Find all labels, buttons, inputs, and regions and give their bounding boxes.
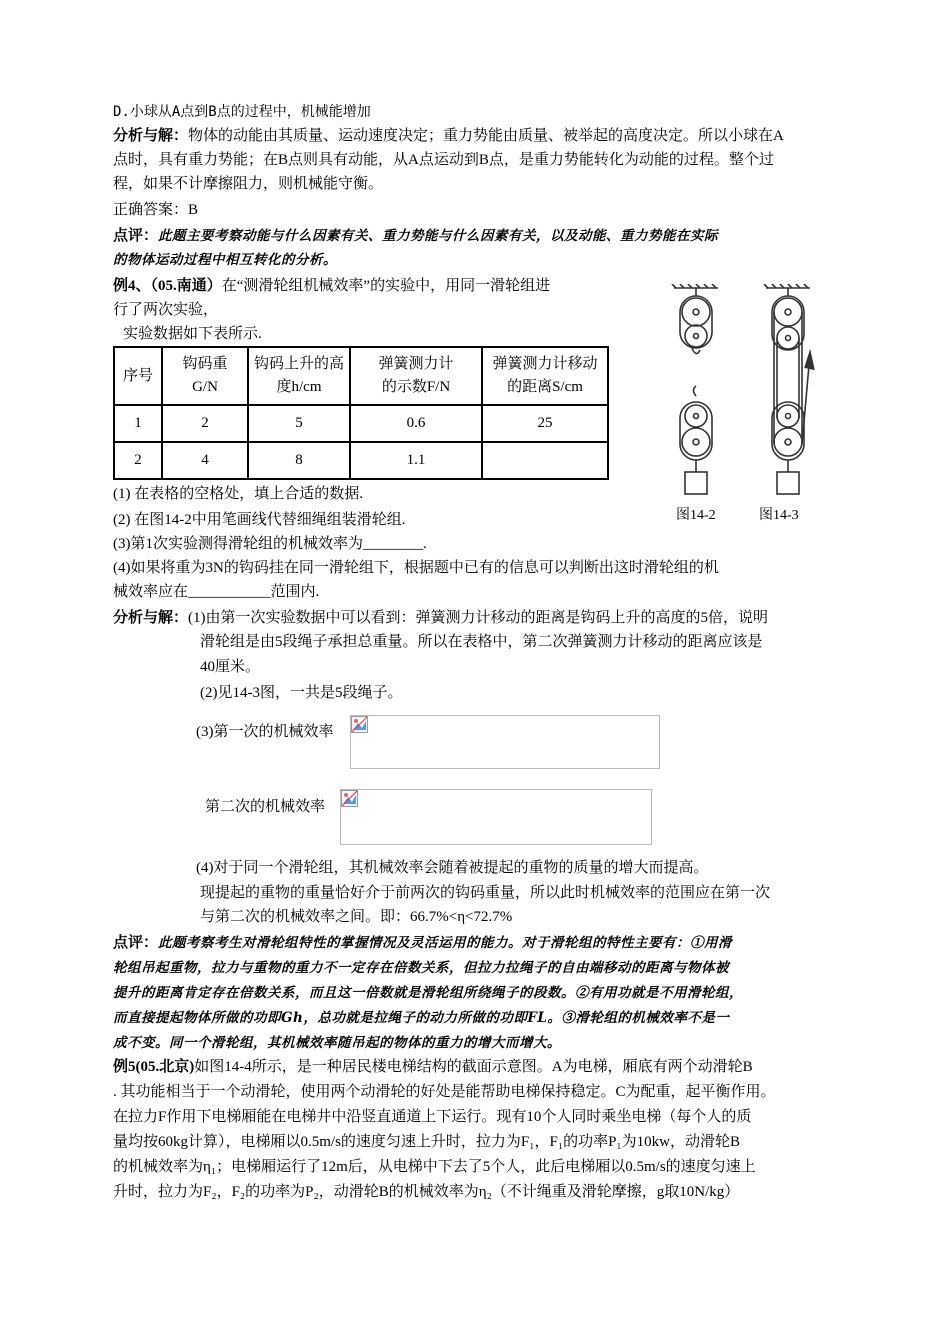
- table-cell: 4: [162, 442, 248, 479]
- table-cell: 2: [162, 405, 248, 442]
- text-line: 成不变。同一个滑轮组，其机械效率随吊起的物体的重力的增大而增大。: [113, 1035, 561, 1051]
- text-line: 正确答案：B: [113, 202, 199, 218]
- text-span: 此题考察考生对滑轮组特性的掌握情况及灵活运用的能力。对于滑轮组的特性主要有：①用滑: [158, 935, 733, 951]
- text-line: [113, 1055, 753, 1079]
- text-line: [113, 124, 784, 148]
- text-line: 与第二次的机械效率之间。即：66.7%<η<72.7%: [200, 909, 513, 925]
- text-line: [113, 606, 768, 630]
- text-line: (4)如果将重为3N的钩码挂在同一滑轮组下，根据题中已有的信息可以判断出这时滑轮组的机: [113, 560, 719, 576]
- text-line: 现提起的重物的重量恰好介于前两次的钩码重量，所以此时机械效率的范围应在第一次: [200, 885, 771, 901]
- text-line: 而直接提起物体所做的功即Gh，总功就是拉绳子的动力所做的功即FL。③滑轮组的机械效率不是一: [113, 1010, 730, 1026]
- text-line: 在拉力F作用下电梯厢能在电梯井中沿竖直通道上下运行。现有10个人同时乘坐电梯（每个人的质: [113, 1109, 752, 1125]
- text-line: . 其功能相当于一个动滑轮，使用两个动滑轮的好处是能帮助电梯保持稳定。C为配重，起平衡作用。: [113, 1084, 776, 1100]
- text-line: 械效率应在___________范围内.: [113, 584, 320, 600]
- table-header-cell: 序号: [114, 347, 162, 405]
- text-span: 物体的动能由其质量、运动速度决定；重力势能由质量、被举起的高度决定。所以小球在A: [188, 128, 784, 144]
- text-span: 此题主要考察动能与什么因素有关、重力势能与什么因素有关，以及动能、重力势能在实际: [158, 228, 719, 244]
- example-title: 例5(05.北京): [113, 1059, 195, 1075]
- text-line: 轮组吊起重物，拉力与重物的重力不一定存在倍数关系，但拉力拉绳子的自由端移动的距离与物体被: [113, 960, 729, 976]
- example-title: 例4、（05.南通）: [113, 278, 222, 294]
- table-row: [114, 405, 608, 442]
- figure-caption: 图14-3: [759, 508, 799, 523]
- table-row: [114, 442, 608, 479]
- text-line: 升时，拉力为F₂，F₂的功率为P₂，动滑轮B的机械效率为η₂（不计绳重及滑轮摩擦，g取10N/kg）: [113, 1184, 740, 1200]
- text-line: [113, 224, 718, 248]
- table-header-cell: 钩码重 G/N: [162, 347, 248, 405]
- table-cell: [482, 442, 608, 479]
- pulley-figure-14-2: [668, 284, 728, 504]
- table-header-cell: 钩码上升的高 度h/cm: [248, 347, 350, 405]
- table-cell: 2: [114, 442, 162, 479]
- text-line: 提升的距离肯定存在倍数关系，而且这一倍数就是滑轮组所绕绳子的段数。②有用功就是不用滑轮组，: [113, 985, 743, 1001]
- text-line: (3)第1次实验测得滑轮组的机械效率为________.: [113, 536, 427, 552]
- table-cell: 25: [482, 405, 608, 442]
- text-span: 在“测滑轮组机械效率”的实验中，用同一滑轮组进: [221, 278, 551, 294]
- table-cell: 0.6: [350, 405, 482, 442]
- text-line: 第二次的机械效率: [205, 799, 326, 815]
- figure-caption: 图14-2: [676, 508, 716, 523]
- text-line: 点时，具有重力势能；在B点则具有动能，从A点运动到B点，是重力势能转化为动能的过程。整个过: [113, 152, 774, 168]
- text-line: 程，如果不计摩擦阻力，则机械能守衡。: [113, 176, 384, 192]
- text-line: D.小球从A点到B点的过程中，机械能增加: [113, 104, 371, 120]
- table-header-row: [114, 347, 608, 405]
- broken-image-icon: [351, 716, 368, 733]
- text-line: [113, 931, 732, 955]
- text-line: 滑轮组是由5段绳子承担总重量。所以在表格中，第二次弹簧测力计移动的距离应该是: [200, 634, 763, 650]
- table-cell: 8: [248, 442, 350, 479]
- text-line: 40厘米。: [200, 659, 261, 675]
- text-line: [113, 274, 550, 298]
- text-line: (2)见14-3图，一共是5段绳子。: [200, 685, 403, 701]
- table-cell: 1: [114, 405, 162, 442]
- formula-image-box: [350, 715, 660, 769]
- data-table: [113, 346, 609, 480]
- broken-image-icon: [341, 790, 358, 807]
- table-header-cell: 弹簧测力计 的示数F/N: [350, 347, 482, 405]
- table-cell: 5: [248, 405, 350, 442]
- text-span: 如图14-4所示，是一种居民楼电梯结构的截面示意图。A为电梯，厢底有两个动滑轮B: [194, 1059, 753, 1075]
- text-line: 量均按60kg计算），电梯厢以0.5m/s的速度匀速上升时，拉力为F₁，F₁的功率P₁为10kw，动滑轮B: [113, 1134, 740, 1150]
- label-comment: 点评：: [113, 228, 159, 244]
- text-line: (1) 在表格的空格处，填上合适的数据.: [113, 486, 363, 502]
- text-span: (1)由第一次实验数据中可以看到：弹簧测力计移动的距离是钩码上升的高度的5倍，说明: [188, 610, 769, 626]
- pulley-figure-14-3: [760, 284, 820, 504]
- text-line: 的机械效率为η₁；电梯厢运行了12m后，从电梯中下去了5个人，此后电梯厢以0.5m/s的速度匀速上: [113, 1159, 756, 1175]
- text-line: (4)对于同一个滑轮组，其机械效率会随着被提起的重物的质量的增大而提高。: [196, 860, 709, 876]
- text-line: (3)第一次的机械效率: [196, 724, 334, 740]
- text-line: 行了两次实验，: [113, 302, 219, 318]
- table-header-cell: 弹簧测力计移动 的距离S/cm: [482, 347, 608, 405]
- table-cell: 1.1: [350, 442, 482, 479]
- formula-image-box: [340, 789, 652, 845]
- label-analysis: 分析与解：: [113, 128, 189, 144]
- label-comment: 点评：: [113, 935, 159, 951]
- text-line: 的物体运动过程中相互转化的分析。: [113, 252, 337, 268]
- text-line: 实验数据如下表所示.: [123, 326, 262, 342]
- label-analysis: 分析与解：: [113, 610, 189, 626]
- text-line: (2) 在图14-2中用笔画线代替细绳组装滑轮组.: [113, 512, 406, 528]
